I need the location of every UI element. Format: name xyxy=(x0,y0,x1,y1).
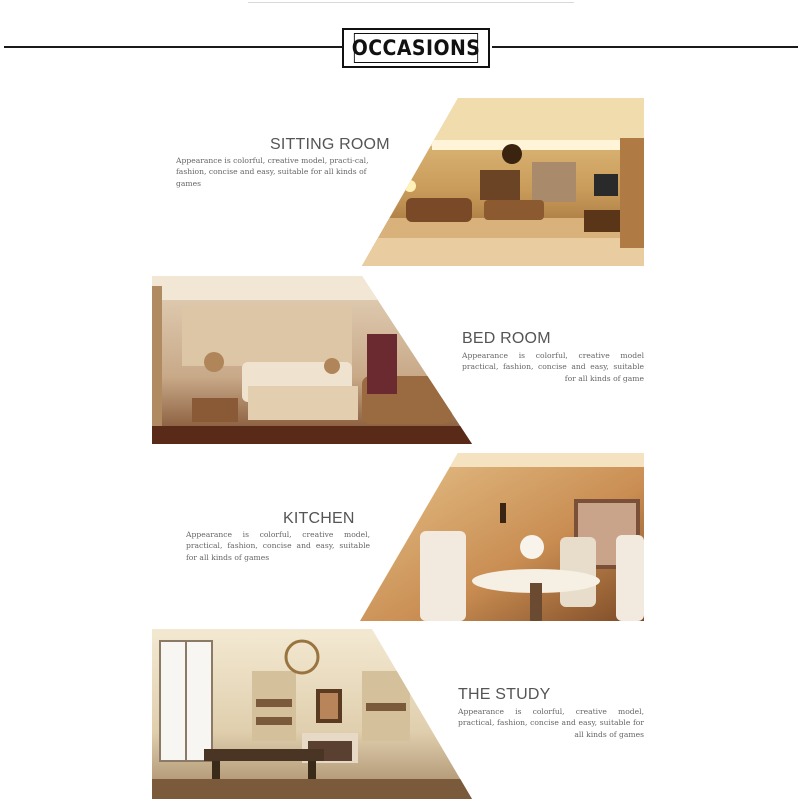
top-divider xyxy=(248,2,574,3)
page-title: OCCASIONS xyxy=(354,33,478,63)
kitchen-title: KITCHEN xyxy=(283,510,355,527)
kitchen-description: Appearance is colorful, creative model, practical, fashion, concise and easy, suitable for all kinds of games xyxy=(186,530,370,562)
the-study-description: Appearance is colorful, creative model, practical, fashion, concise and easy, suitable for all kinds of games xyxy=(458,707,644,739)
title-rule-right xyxy=(492,46,798,48)
bed-room-title: BED ROOM xyxy=(462,330,551,347)
title-rule-left xyxy=(4,46,342,48)
bed-room-photo xyxy=(152,276,472,444)
sitting-room-photo xyxy=(362,98,644,266)
the-study-title: THE STUDY xyxy=(458,686,551,703)
sitting-room-description: Appearance is colorful, creative model, practi-cal, fashion, concise and easy, suitable for all kinds of games xyxy=(176,156,369,188)
title-box xyxy=(342,28,490,68)
sitting-room-title: SITTING ROOM xyxy=(270,136,390,153)
kitchen-photo xyxy=(360,453,644,621)
bed-room-description: Appearance is colorful, creative model practical, fashion, concise and easy, suitable for all kinds of game xyxy=(462,351,644,383)
the-study-photo xyxy=(152,629,472,799)
